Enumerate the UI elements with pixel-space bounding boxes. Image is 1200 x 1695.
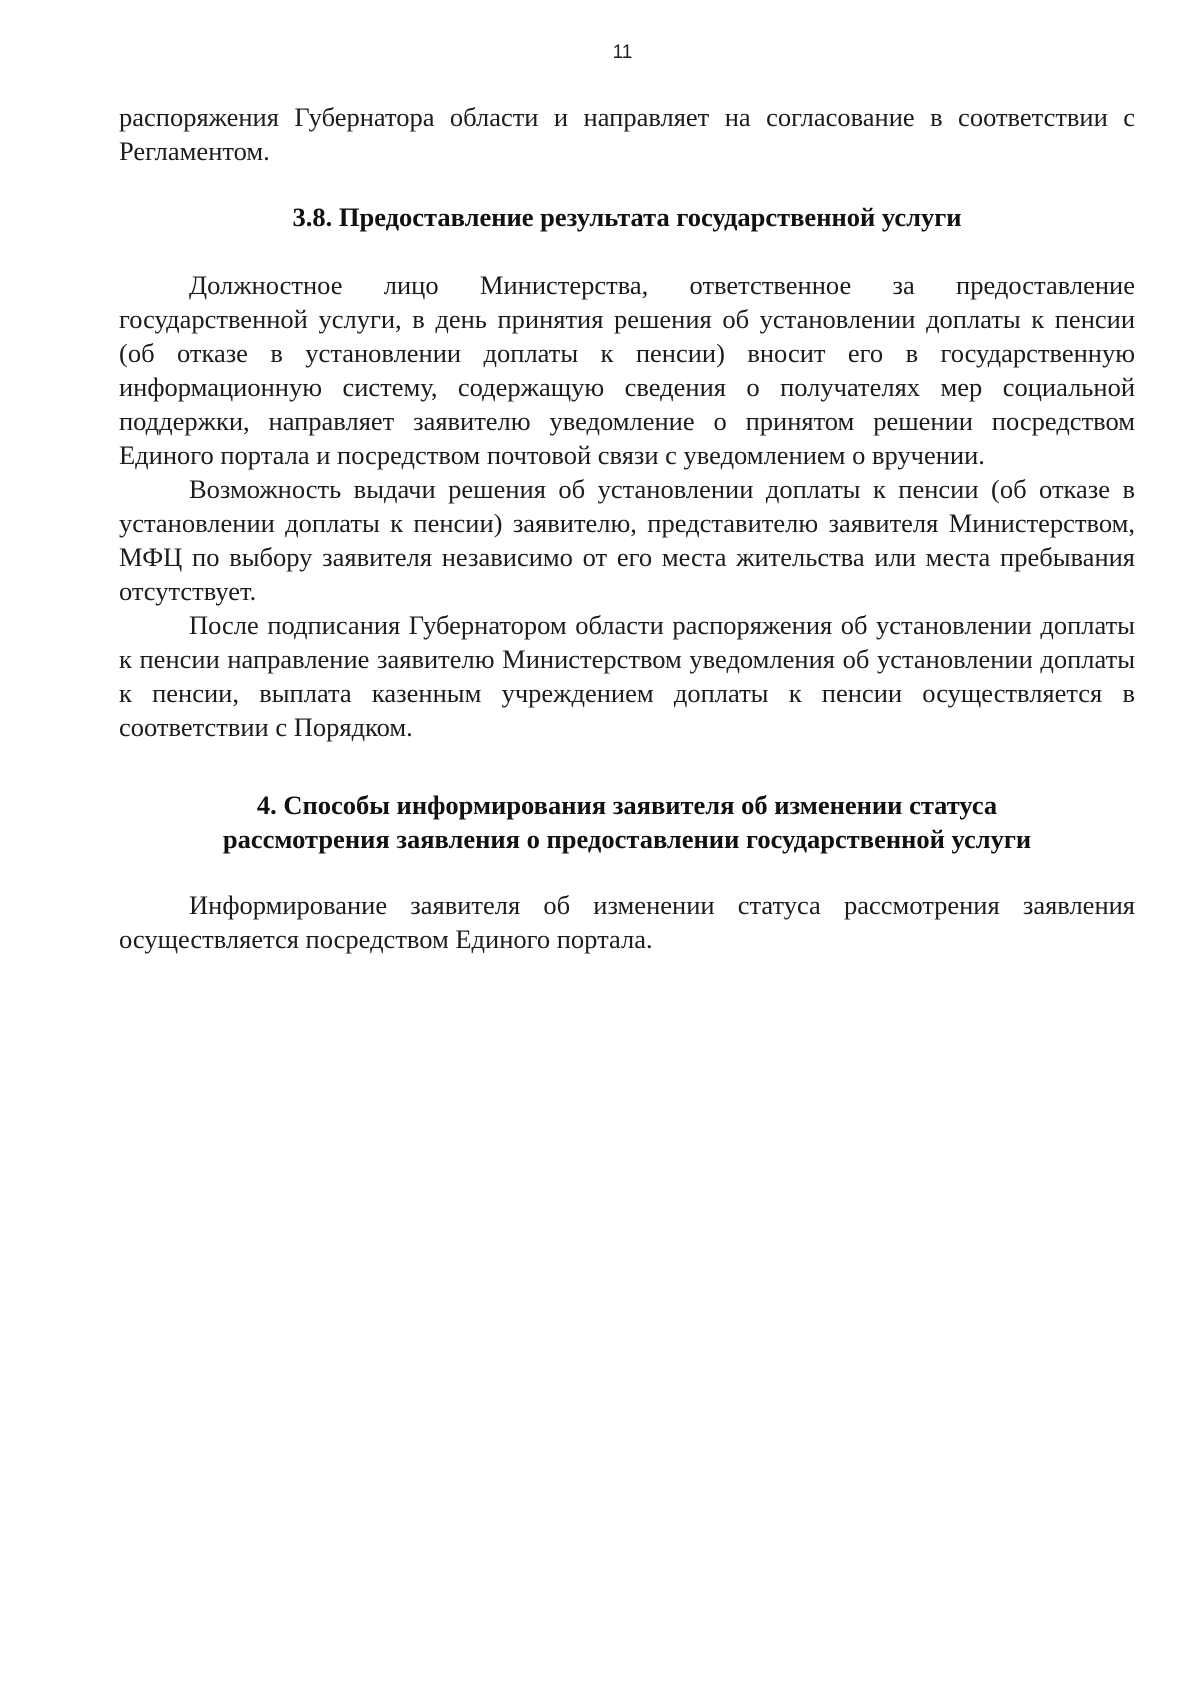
paragraph: Возможность выдачи решения об установлении доплаты к пенсии (об отказе в установлении доплаты к пенсии) заявителю, представителю заявителя Министерством, МФЦ по выбору заявителя независимо от его места жительства или места пребывания отсутствует. [119, 474, 1135, 606]
section-3-8-body [119, 268, 1135, 744]
section-4-heading [119, 788, 1135, 856]
paragraph: Информирование заявителя об изменении статуса рассмотрения заявления осуществляется посредством Единого портала. [119, 890, 1135, 954]
section-4-body [119, 888, 1135, 956]
paragraph: После подписания Губернатором области распоряжения об установлении доплаты к пенсии направление заявителю Министерством уведомления об установлении доплаты к пенсии, выплата казенным учреждением доплаты к пенсии осуществляется в соответствии с Порядком. [119, 610, 1135, 742]
paragraph: Должностное лицо Министерства, ответственное за предоставление государственной услуги, в день принятия решения об установлении доплаты к пенсии (об отказе в установлении доплаты к пенсии) вносит его в государственную информационную систему, содержащую сведения о получателях мер социальной поддержки, направляет заявителю уведомление о принятом решении посредством Единого портала и посредством почтовой связи с уведомлением о вручении. [119, 270, 1135, 470]
page-number: 11 [612, 42, 633, 63]
section-3-8-heading: 3.8. Предоставление результата государственной услуги [292, 202, 962, 232]
section-4-heading-line-1: 4. Способы информирования заявителя об изменении статуса [256, 790, 998, 820]
continued-paragraph: распоряжения Губернатора области и направляет на согласование в соответствии с Регламентом. [119, 102, 1135, 166]
section-4-heading-line-2: рассмотрения заявления о предоставлении государственной услуги [222, 824, 1032, 854]
